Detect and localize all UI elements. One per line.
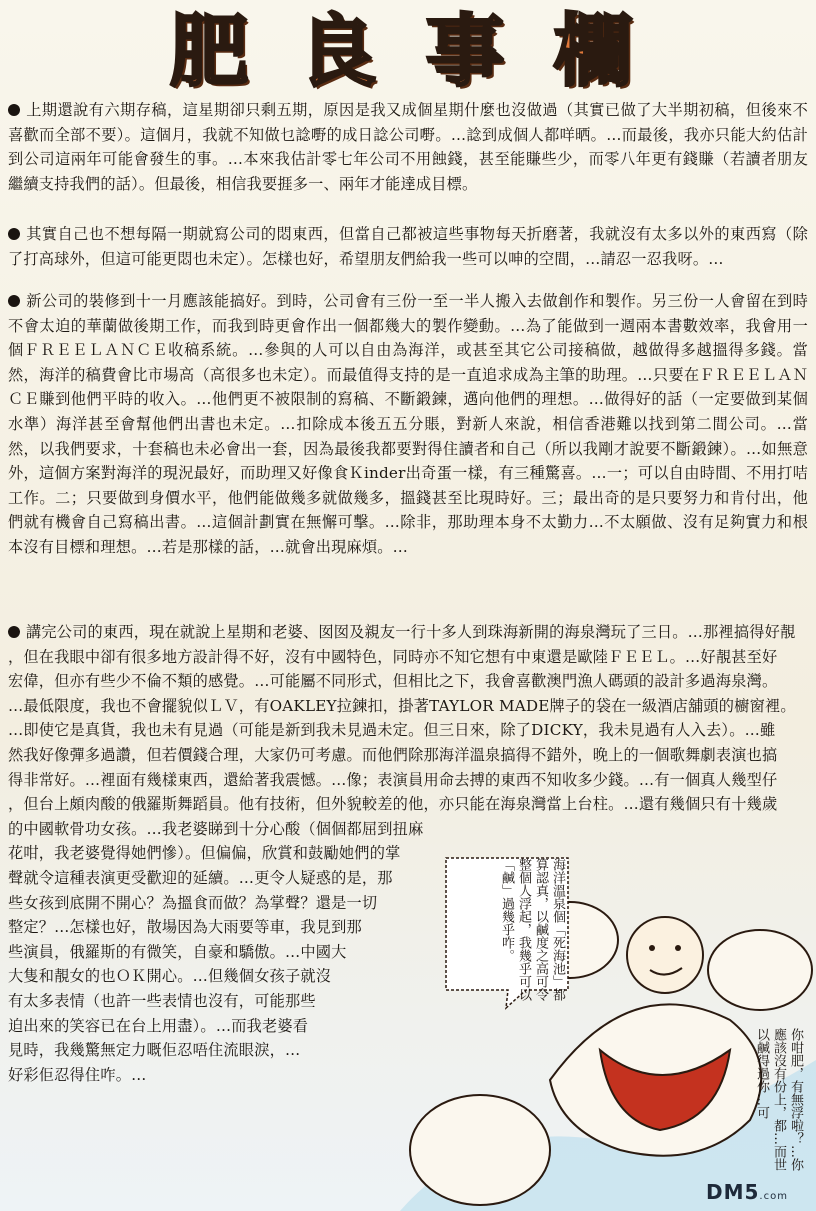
paragraph-1 [8, 98, 808, 196]
paragraph-4-line: ，但台上頗肉酸的俄羅斯舞蹈員。他有技術，但外貌較差的他，亦只能在海泉灣當上台柱。…還有幾個只有十幾歲 [8, 795, 778, 814]
paragraph-4-line: 講完公司的東西，現在就說上星期和老婆、囡囡及親友一行十多人到珠海新開的海泉灣玩了三日。…那裡搞得好靚 [8, 620, 808, 645]
bullet-icon [8, 295, 20, 307]
paragraph-3-text: 新公司的裝修到十一月應該能搞好。到時，公司會有三份一至一半人搬入去做創作和製作。另三份一人會留在到時不會太迫的華蘭做後期工作，而我到時更會作出一個都幾大的製作變動。…為了能做到一週兩本書數效率，我會用一個ＦＲＥＥＬＡＮＣＥ收稿系統。…參與的人可以自由為海洋，或甚至其它公司接稿做，越做得多越搵得多錢。當然，海洋的稿費會比市場高（高很多也未定）。而最值得支持的是一直追求成為主筆的助理。…只要在ＦＲＥＥＬＡＮＣＥ賺到他們平時的收入。…他們更不被限制的寫稿、不斷鍛鍊，邁向他們的理想。…做得好的話（一定要做到某個水準）海洋甚至會幫他們出書也未定。…扣除成本後五五分賬，對新人來說，相信香港難以找到第二間公司。…當然，以我們要求，十套稿也未必會出一套，因為最後我都要對得住讀者和自己（所以我剛才說要不斷鍛鍊）。…如無意外，這個方案對海洋的現況最好，而助理又好像食Ｋinder出奇蛋一樣，有三種驚喜。…一；可以自由時間、不用打咭工作。二；只要做到身價水平，他們能做幾多就做幾多，搵錢甚至比現時好。三；最出奇的是只要努力和肯付出，他們就有機會自己寫稿出書。…這個計劃實在無懈可擊。…除非，那助理本身不太勤力…不太願做、沒有足夠實力和根本沒有目標和理想。…若是那樣的話，…就會出現麻煩。… [8, 292, 808, 556]
paragraph-4-line: 些演員，俄羅斯的有微笑，自豪和驕傲。…中國大 [8, 942, 347, 961]
paragraph-4-line: 宏偉，但亦有些少不倫不類的感覺。…可能屬不同形式，但相比之下，我會喜歡澳門漁人碼頭的設計多過海泉灣。 [8, 672, 778, 691]
page-title [6, 6, 806, 98]
paragraph-4-line: 好彩佢忍得住咋。… [8, 1065, 147, 1084]
paragraph-4-line: 大隻和靚女的也ＯＫ開心。…但幾個女孩子就沒 [8, 967, 332, 986]
bullet-icon [8, 626, 20, 638]
title-text: 肥良事欄 [169, 7, 682, 97]
bullet-icon [8, 228, 20, 240]
paragraph-2-text: 其實自己也不想每隔一期就寫公司的悶東西，但當自己都被這些事物每天折磨著，我就沒有太多以外的東西寫（除了打高球外，但這可能更悶也未定）。怎樣也好，希望朋友們給我一些可以呻的空間，…請忍一忍我呀。… [8, 225, 808, 268]
paragraph-4-line: …即使它是真貨，我也未有見過（可能是新到我未見過未定。但三日來，除了DICKY，我未見過有人入去）。…雖 [8, 721, 776, 740]
paragraph-4-line: 花咁，我老婆覺得她們慘）。但偏偏，欣賞和鼓勵她們的掌 [8, 844, 401, 863]
logo-text: DM5 [706, 1180, 760, 1204]
site-logo [706, 1180, 810, 1206]
paragraph-4-line: 有太多表情（也許一些表情也沒有，可能那些 [8, 991, 316, 1010]
paragraph-4-line: 的中國軟骨功女孩。…我老婆睇到十分心酸（個個都屈到扭麻 [8, 819, 424, 838]
paragraph-1-text: 上期還說有六期存稿，這星期卻只剩五期，原因是我又成個星期什麼也沒做過（其實已做了大半期初稿，但後來不喜歡而全部不要）。這個月，我就不知做乜諗嘢的成日諗公司嘢。…諗到成個人都咩晒。…而最後，我亦只能大約估計到公司這兩年可能會發生的事。…本來我估計零七年公司不用蝕錢，甚至能賺些少，而零八年更有錢賺（若讀者朋友繼續支持我們的話）。但最後，相信我要捱多一、兩年才能達成目標。 [8, 101, 808, 193]
paragraph-4-line: 得非常好。…裡面有幾樣東西，還給著我震憾。…像；表演員用命去搏的東西不知收多少錢。…有一個真人幾型仔 [8, 770, 778, 789]
paragraph-4-line: 迫出來的笑容已在台上用盡）。…而我老婆看 [8, 1016, 309, 1035]
paragraph-2 [8, 222, 808, 271]
paragraph-4-line: 見時，我幾驚無定力嘅佢忍唔住流眼淚，… [8, 1041, 301, 1060]
paragraph-4-line: …最低限度，我也不會擺貌似ＬＶ，有OAKLEY拉鍊扣，掛著TAYLOR MADE牌子的袋在一級酒店舖頭的櫥窗裡。 [8, 696, 796, 715]
logo-suffix: .com [759, 1191, 788, 1202]
speech-bubble-text: 海洋溫泉個「死海池」都算認真，以鹹度之高可令整個人浮起，我幾乎可以「鹹」過幾乎咋。 [499, 858, 565, 1001]
paragraph-4-line: 整定？…怎樣也好，散場因為大雨要等車，我見到那 [8, 918, 362, 937]
paragraph-4-line: 聲就令這種表演更受歡迎的延續。…更令人疑惑的是，那 [8, 868, 393, 887]
paragraph-3 [8, 289, 808, 560]
bullet-icon [8, 104, 20, 116]
side-caption: 你咁肥，有無浮啦？…你應該沒有份上，都…而世以鹹得過你…可 [754, 1028, 803, 1171]
paragraph-4-line: 然我好像彈多過讚，但若價錢合理，大家仍可考慮。而他們除那海洋溫泉搞得不錯外，晚上的一個歌舞劇表演也搞 [8, 745, 778, 764]
paragraph-4-line: ，但在我眼中卻有很多地方設計得不好，沒有中國特色，同時亦不知它想有中東還是歐陸ＦＥＥＬ。…好靚甚至好 [8, 647, 778, 666]
paragraph-4-line: 些女孩到底開不開心？為搵食而做？為掌聲？還是一切 [8, 893, 378, 912]
